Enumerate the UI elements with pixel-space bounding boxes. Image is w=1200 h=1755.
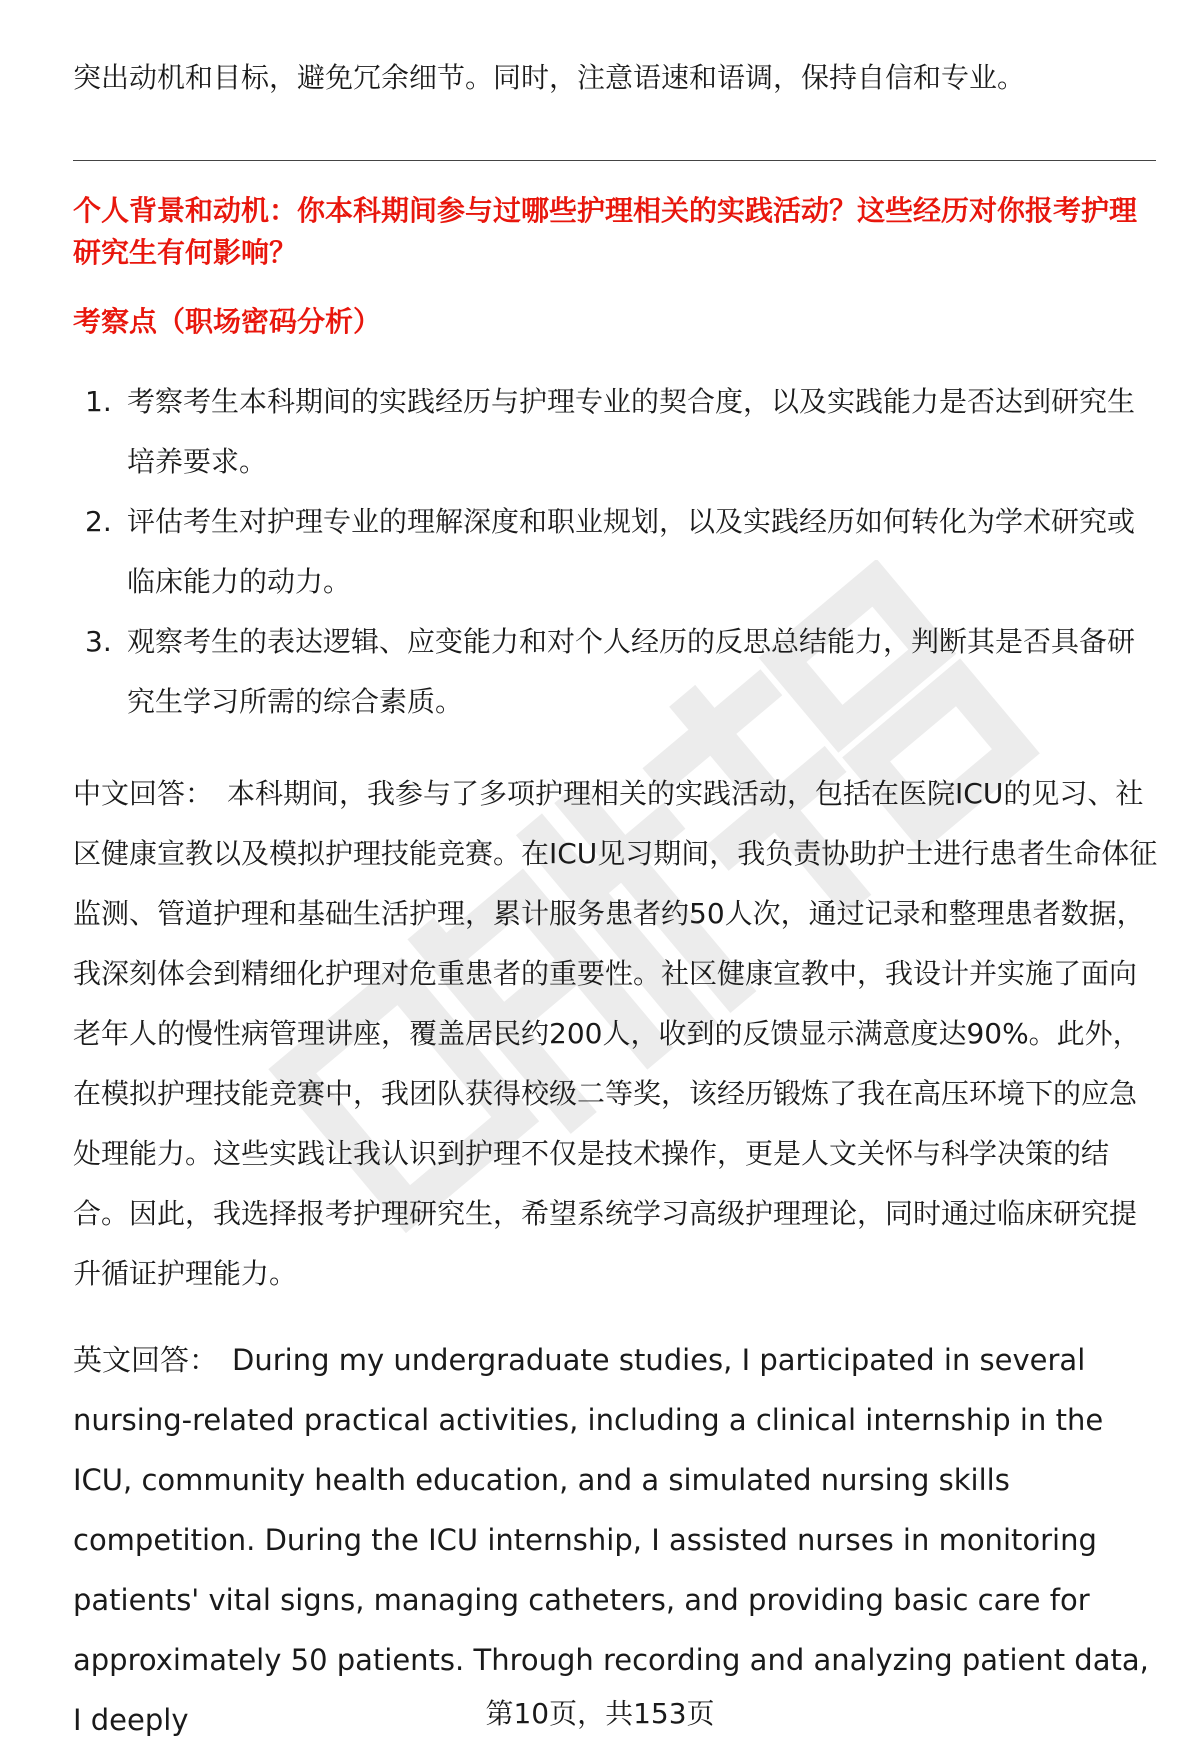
list-item [73, 492, 1158, 612]
list-item-text: 评估考生对护理专业的理解深度和职业规划，以及实践经历如何转化为学术研究或临床能力的动力。 [127, 505, 1136, 598]
analysis-points-list [73, 372, 1158, 732]
list-item-number: 2. [85, 505, 112, 538]
analysis-heading: 考察点（职场密码分析） [73, 305, 382, 338]
list-item [73, 372, 1158, 492]
english-answer-label: 英文回答： [73, 1343, 219, 1377]
question-heading: 个人背景和动机：你本科期间参与过哪些护理相关的实践活动？这些经历对你报考护理研究生有何影响？ [73, 194, 1138, 269]
section-divider [73, 160, 1156, 161]
chinese-answer-paragraph [73, 764, 1158, 1304]
intro-paragraph: 突出动机和目标，避免冗余细节。同时，注意语速和语调，保持自信和专业。 [73, 61, 1026, 94]
page-number-footer: 第10页，共153页 [485, 1697, 715, 1730]
list-item-text: 考察考生本科期间的实践经历与护理专业的契合度，以及实践能力是否达到研究生培养要求。 [127, 385, 1136, 478]
english-answer-paragraph [73, 1330, 1158, 1750]
list-item-number: 3. [85, 625, 112, 658]
list-item-text: 观察考生的表达逻辑、应变能力和对个人经历的反思总结能力，判断其是否具备研究生学习所需的综合素质。 [127, 625, 1136, 718]
chinese-answer-text: 本科期间，我参与了多项护理相关的实践活动，包括在医院ICU的见习、社区健康宣教以及模拟护理技能竞赛。在ICU见习期间，我负责协助护士进行患者生命体征监测、管道护理和基础生活护理，累计服务患者约50人次，通过记录和整理患者数据，我深刻体会到精细化护理对危重患者的重要性。社区健康宣教中，我设计并实施了面向老年人的慢性病管理讲座，覆盖居民约200人，收到的反馈显示满意度达90%。此外，在模拟护理技能竞赛中，我团队获得校级二等奖，该经历锻炼了我在高压环境下的应急处理能力。这些实践让我认识到护理不仅是技术操作，更是人文关怀与科学决策的结合。因此，我选择报考护理研究生，希望系统学习高级护理理论，同时通过临床研究提升循证护理能力。 [73, 777, 1158, 1290]
chinese-answer-label: 中文回答： [73, 777, 214, 810]
list-item-number: 1. [85, 385, 112, 418]
english-answer-text: During my undergraduate studies, I participated in several nursing-related practical activities, including a clinical internship in the ICU, community health education, and a simulated nursing skills competition. During the ICU internship, I assisted nurses in monitoring patients' vital signs, managing catheters, and providing basic care for approximately 50 patients. Through recording and analyzing patient data, I deeply [73, 1343, 1149, 1737]
list-item [73, 612, 1158, 732]
